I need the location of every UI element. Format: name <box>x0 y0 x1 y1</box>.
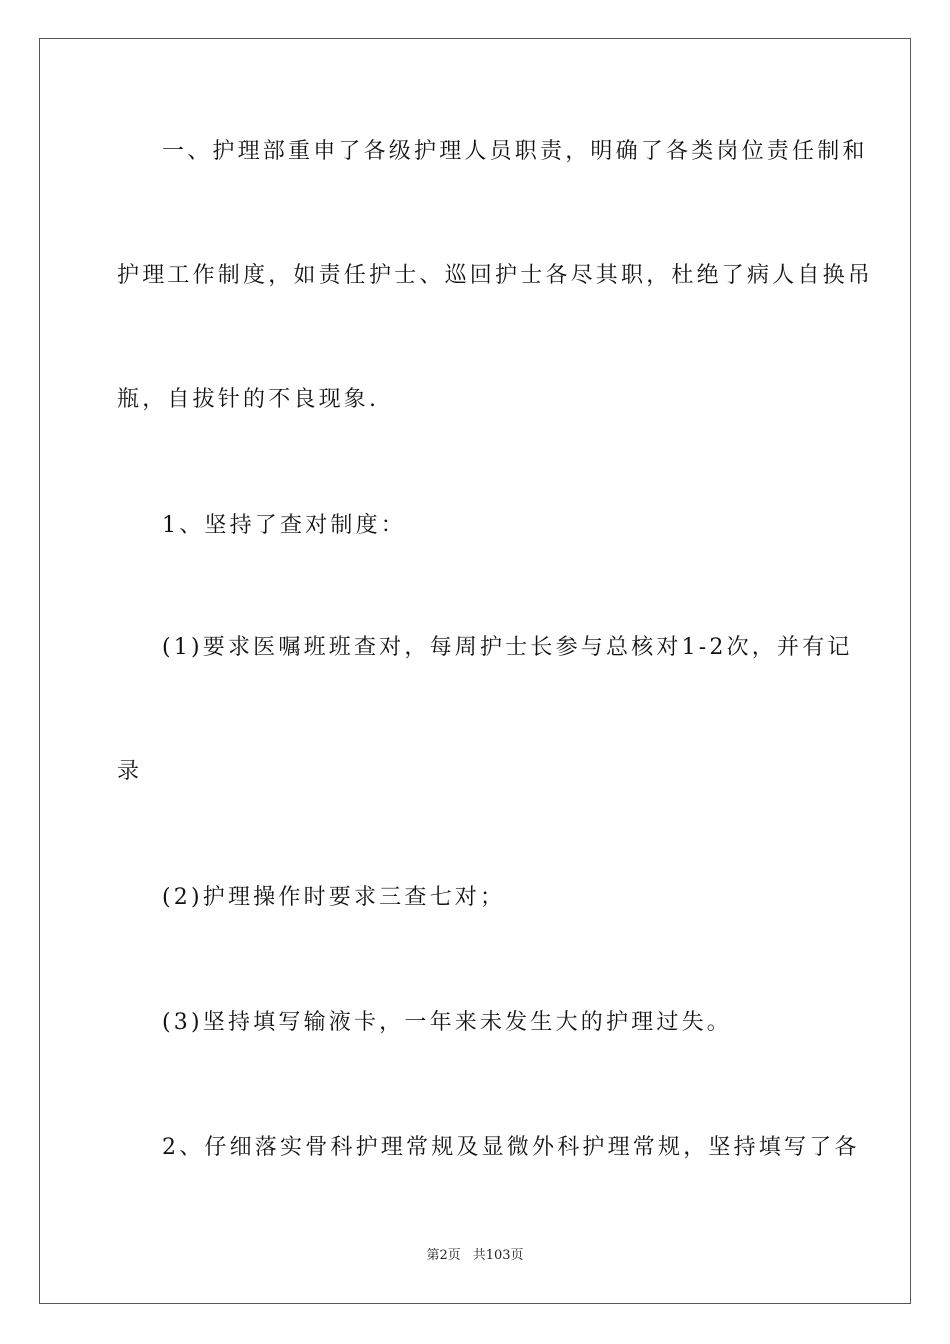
list-item: (3)坚持填写输液卡，一年来未发生大的护理过失。 <box>162 1010 732 1035</box>
total-pages: 共103页 <box>472 1248 524 1263</box>
page-number: 第2页 <box>426 1248 461 1263</box>
page-frame <box>39 38 911 1304</box>
section-heading: 2、仔细落实骨科护理常规及显微外科护理常规，坚持填写了各 <box>162 1135 860 1160</box>
list-item-continuation: 录 <box>117 759 143 784</box>
paragraph-line: 护理工作制度，如责任护士、巡回护士各尽其职，杜绝了病人自换吊 <box>117 263 874 288</box>
page-footer <box>0 1246 950 1266</box>
paragraph-line: 瓶，自拔针的不良现象. <box>117 387 380 412</box>
list-item: (1)要求医嘱班班查对，每周护士长参与总核对1-2次，并有记 <box>162 635 853 660</box>
section-heading: 1、坚持了查对制度： <box>162 513 406 538</box>
paragraph-line: 一、护理部重申了各级护理人员职责，明确了各类岗位责任制和 <box>162 139 868 164</box>
list-item: (2)护理操作时要求三查七对； <box>162 885 506 910</box>
